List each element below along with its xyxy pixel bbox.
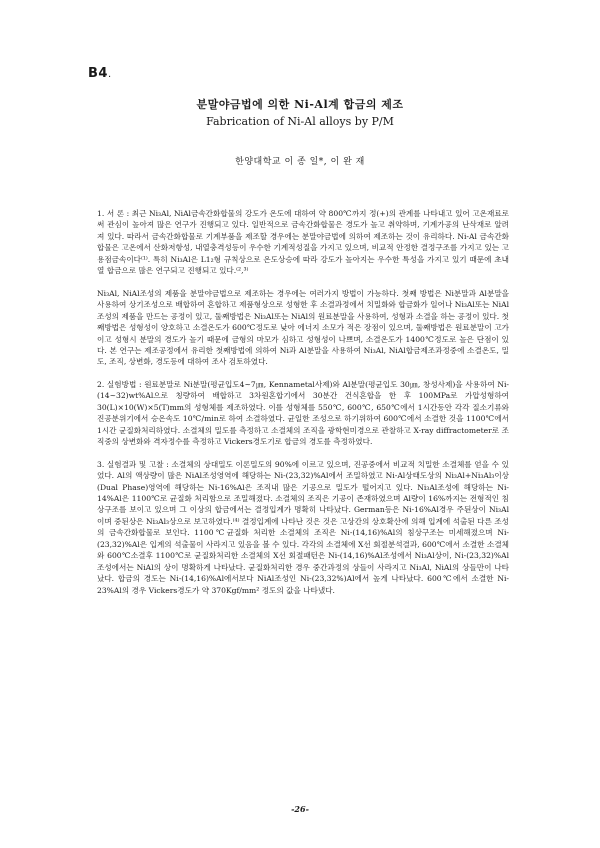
session-code: [88, 66, 112, 81]
session-code-label: B4: [88, 66, 108, 81]
section-introduction: 1. 서 론 : 최근 Ni₃Al, NiAl금속간화합물의 강도가 온도에 대하여 약 800℃까지 정(+)의 관계를 나타내고 있어 고온재료로써 관심이 높아져 많은 연구가 진행되고 있다. 일반적으로 금속간화합물은 경도가 높고 취약하며, 기계가공의 난삭재로 알려져 있다. 따라서 금속간화합물로 기계부품을 제조할 경우에는 분말야금법에 의하여 제조하는 것이 유리하다. Ni-Al 금속간화합물은 고온에서 산화저항성, 내열충격성등이 우수한 기계적성질을 가지고 있으며, 비교적 안정한 결정구조를 가지고 있는 고용점금속이다⁽¹⁾. 특히 Ni₃Al은 L1₂형 규칙상으로 온도상승에 따라 강도가 높아지는 우수한 특성을 가지고 있기 때문에 초내열 합금으로 많은 연구되고 진행되고 있다.⁽²,³⁾: [97, 209, 509, 276]
author-line: 한양대학교 이 종 일*, 이 완 재: [235, 157, 365, 167]
title-english: Fabrication of Ni-Al alloys by P/M: [206, 115, 394, 128]
section-results: 3. 실험결과 및 고찰 : 소결체의 상대밀도 이론밀도의 90%에 이르고 있으며, 진공중에서 비교적 치밀한 소결체를 얻을 수 있었다. Al의 액상량이 많은 NiAl조성영역에 해당하는 Ni-(23,32)%Al에서 조밀하였고 Ni-Al상태도상의 Ni₃Al+Ni₃Al₃이상(Dual Phase)영역에 해당하는 Ni-16%Al은 조직내 많은 기공으로 밀도가 떨어지고 있다. Ni₃Al조성에 해당하는 Ni-14%Al은 1100℃로 균질화 처리함으로 조밀해졌다. 소결체의 조직은 기공이 존재하였으며 Al량이 16%까지는 전형적인 침상구조를 보이고 있으며 그 이상의 합금에서는 결정입계가 명확히 나타났다. German등은 Ni-16%Al경우 주된상이 Ni₃Al이며 중된상은 Ni₃Al₃상으로 보고하였다.⁽⁴⁾ 결정입계에 나타난 것은 것은 고상간의 상호확산에 의해 입계에 석출된 다른 조성의 금속간화합물로 보인다. 1100℃균질화 처리한 소결체의 조직은 Ni-(14,16)%Al의 침상구조는 미세해졌으며 Ni-(23,32)%Al은 입계의 석출물이 사라지고 있음을 볼 수 있다. 각각의 소결체에 X선 회절분석결과, 600℃에서 소결한 소결체와 600℃소결후 1100℃로 균질화처리한 소결체의 X선 회절패턴은 Ni-(14,16)%Al조성에서 Ni₃Al상이, Ni-(23,32)%Al조성에서는 NiAl의 상이 명확하게 나타났다. 균질화처리한 경우 중간과정의 상들이 사라지고 Ni₃Al, NiAl의 상들만이 나타났다. 합금의 경도는 Ni-(14,16)%Al에서보다 NiAl조성인 Ni-(23,32%)Al에서 높게 나타났다. 600℃에서 소결한 Ni-23%Al의 경우 Vickers경도가 약 370Kgf/mm² 정도의 값을 나타냈다.: [97, 459, 509, 595]
body-text: [97, 208, 509, 596]
session-code-dot: .: [107, 69, 112, 80]
title-korean: 분말야금법에 의한 Ni-Al계 합금의 제조: [196, 98, 404, 111]
section-experiment: 2. 실험방법 : 원료분말로 Ni분말(평균입도4~7㎛, Kennametal사제)와 Al분말(평균입도 30㎛, 창성사제)을 사용하여 Ni-(14~32)wt%Al으로 칭량하여 배합하고 3차원혼합기에서 30분간 건식혼합을 한 후 100MPa로 가압성형하여 30(L)×10(W)×5(T)mm의 성형체를 제조하였다. 이를 성형체를 550℃, 600℃, 650℃에서 1시간동안 각각 질소기류와 진공분위기에서 승온속도 10℃/min로 하여 소결하였다. 균일한 조성으로 하기위하여 600℃에서 소결한 것을 1100℃에서 1시간 균질화처리하였다. 소결체의 밀도를 측정하고 소결체의 조직을 광학현미경으로 관찰하고 X-ray diffractometer로 조직중의 상변화와 격자정수를 측정하고 Vickers경도기로 합금의 경도를 측정하였다.: [97, 379, 509, 447]
page-number: -26-: [291, 804, 309, 814]
section-introduction-continued: Ni₃Al, NiAl조성의 제품을 분말야금법으로 제조하는 경우에는 여러가지 방법이 가능하다. 첫째 방법은 Ni분말과 Al분말을 사용하여 상기조성으로 배합하여 혼합하고 제품형상으로 성형한 후 소결과정에서 치밀화와 합금화가 일어나 Ni₃Al또는 NiAl조성의 제품을 만드는 공정이 있고, 둘째방법은 Ni₃Al또는 NiAl의 원료분말을 사용하여, 성형과 소결을 하는 공정이 있다. 첫째방법은 성형성이 양호하고 소결온도가 600℃정도로 낮아 에너지 소모가 적은 장점이 있으며, 둘째방법은 원료분말이 고가이고 성형시 분말의 경도가 높기 때문에 금형의 마모가 심하고 성형성이 나쁘며, 소결온도가 1400℃정도로 높은 단점이 있다. 본 연구는 제조공정에서 유리한 첫째방법에 의하여 Ni과 Al분말을 사용하여 Ni₃Al, NiAl합금제조과정중에 소결온도, 밀도, 조직, 상변화, 경도등에 대하여 조사 검토하였다.: [97, 288, 509, 367]
title-block: [100, 96, 500, 128]
